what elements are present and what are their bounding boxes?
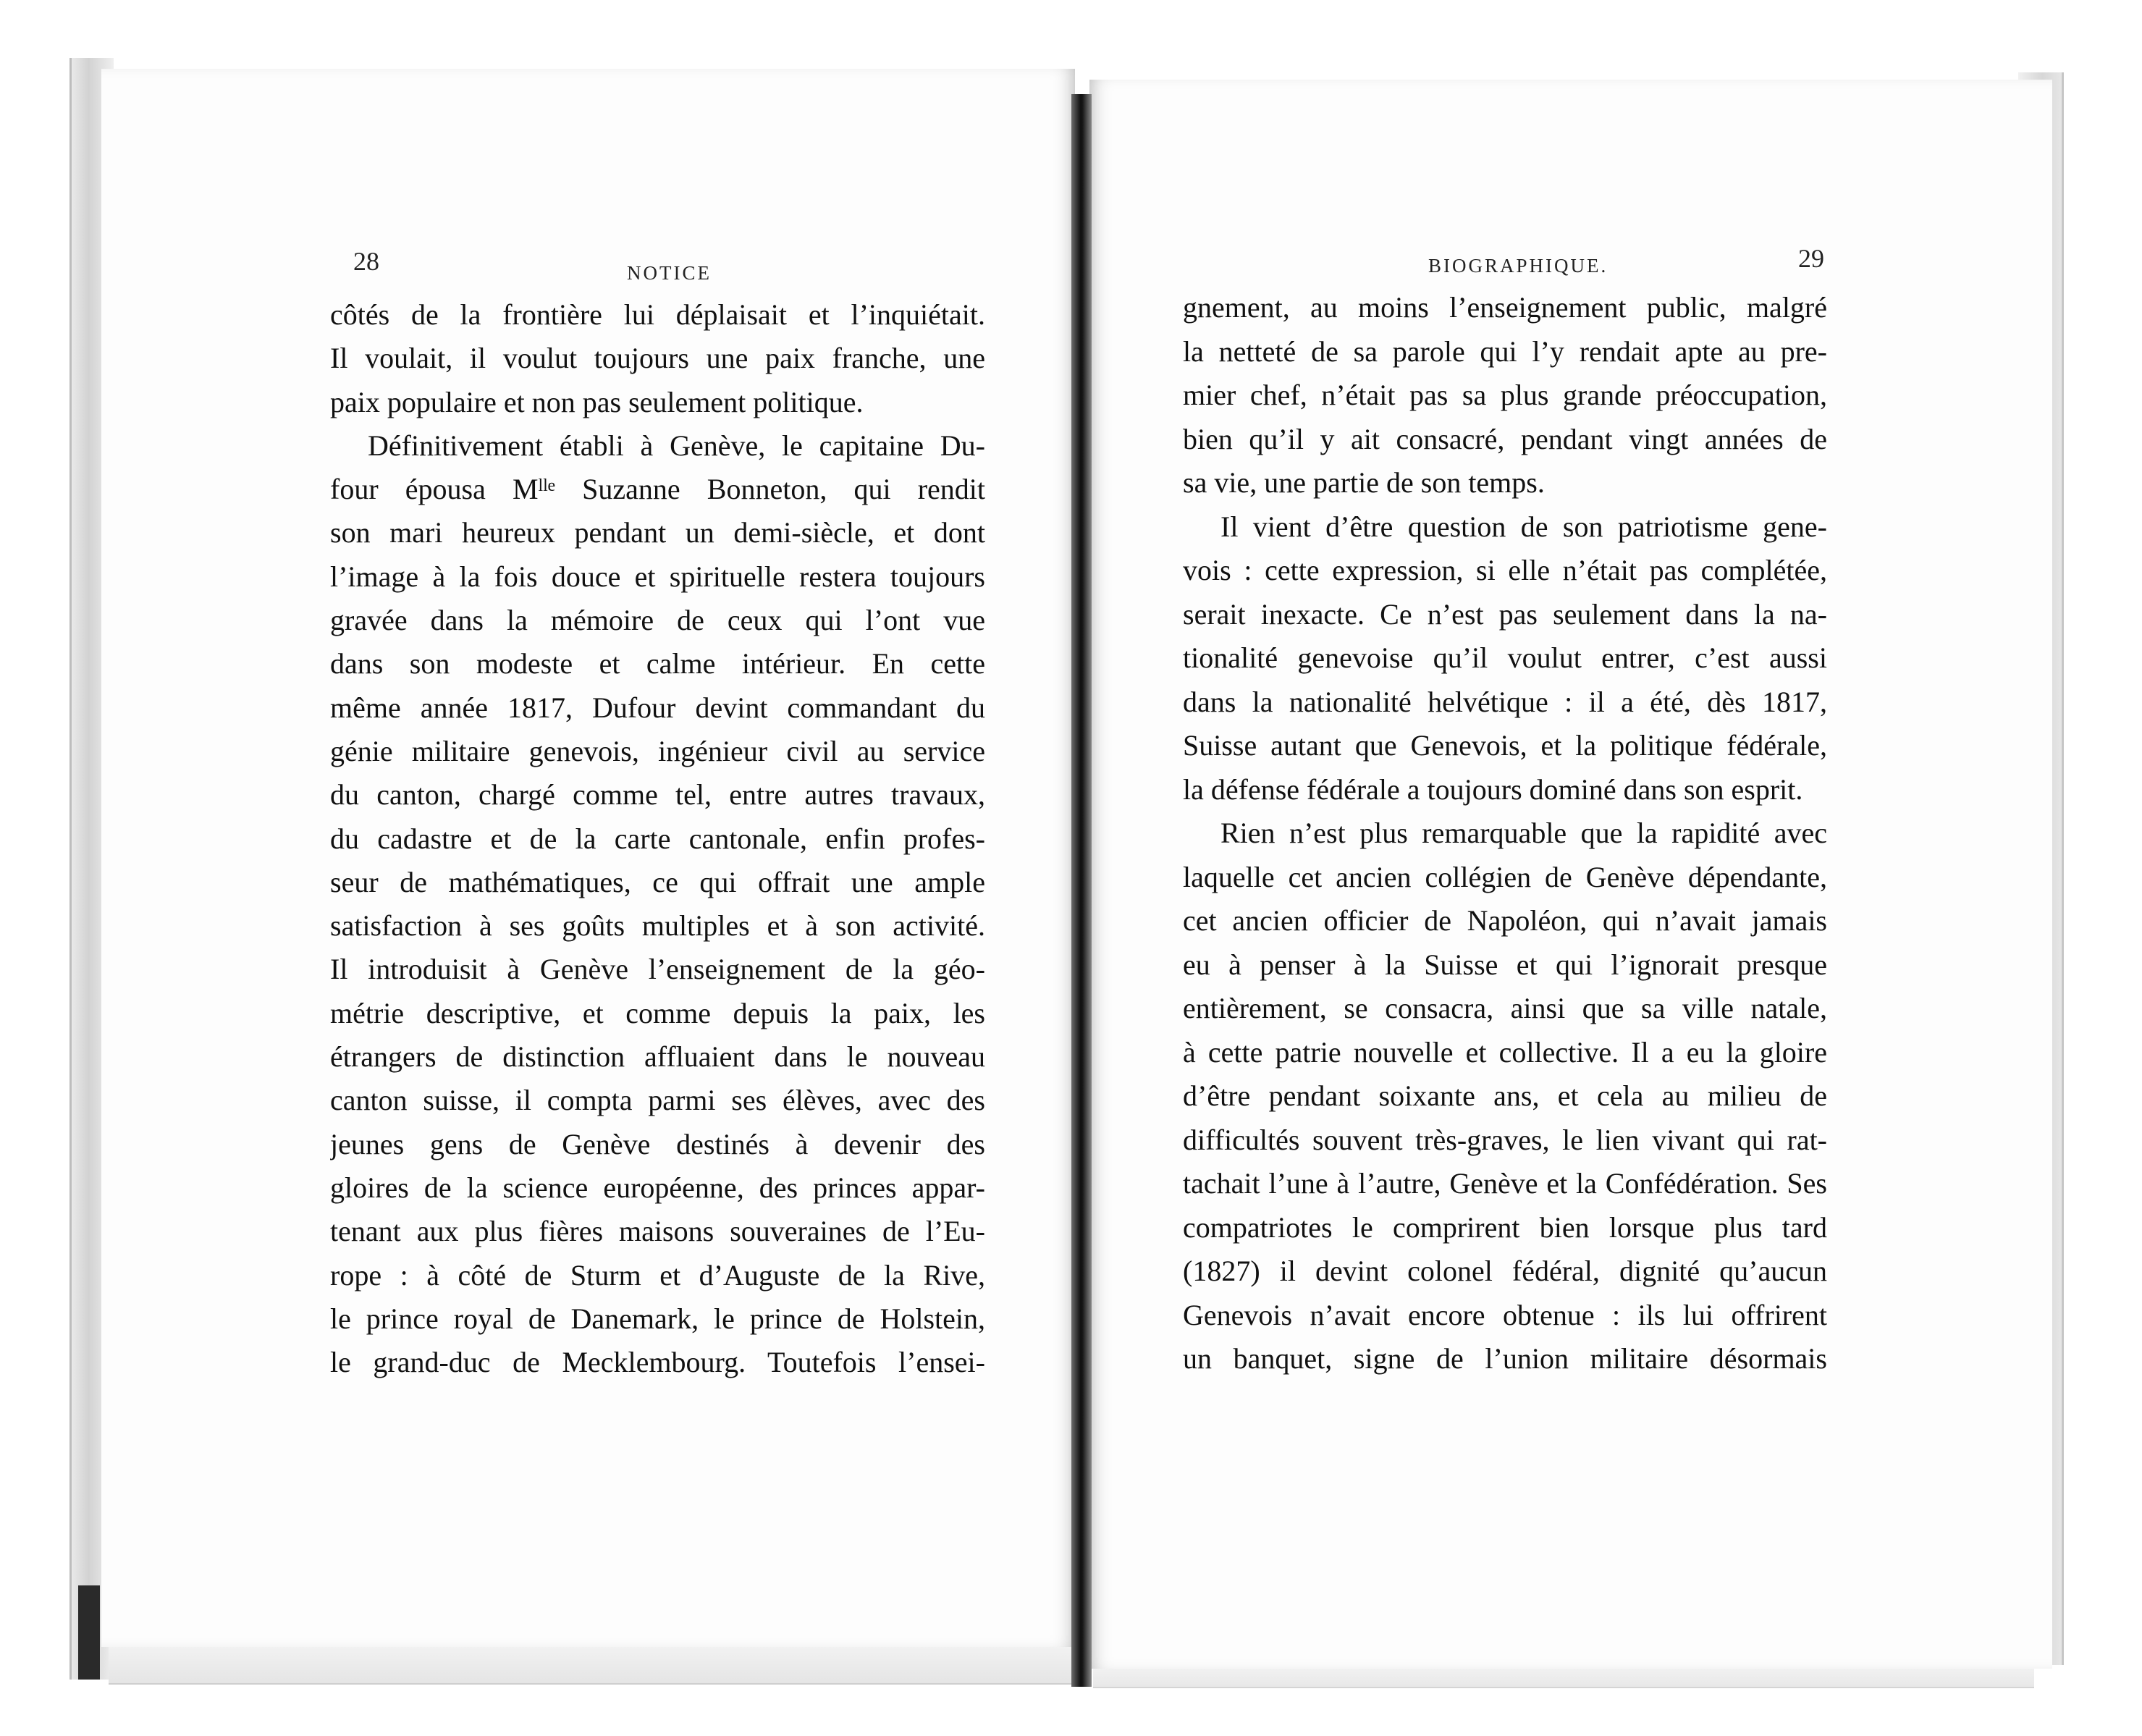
text-line: bien qu’il y ait consacré, pendant vingt années de — [1183, 422, 1827, 455]
text-line: tionalité genevoise qu’il voulut entrer, c’est aussi — [1183, 641, 1827, 674]
text-line: compatriotes le comprirent bien lorsque plus tard — [1183, 1210, 1827, 1244]
text-line: (1827) il devint colonel fédéral, dignité qu’aucun — [1183, 1255, 1827, 1287]
text-line: du canton, chargé comme tel, entre autres travaux, — [330, 778, 985, 812]
text-line: gravée dans la mémoire de ceux qui l’ont vue — [330, 604, 985, 637]
text-line: à cette patrie nouvelle et collective. Il a eu la gloire — [1183, 1035, 1827, 1069]
left-page-number: 28 — [353, 247, 379, 276]
text-line: génie militaire genevois, ingénieur civil au service — [330, 734, 985, 767]
book-gutter — [1071, 94, 1092, 1687]
text-line: Définitivement établi à Genève, le capitaine Du- — [368, 429, 985, 462]
text-line: canton suisse, il compta parmi ses élèves, avec des — [330, 1084, 985, 1117]
text-line: gnement, au moins l’enseignement public, malgré — [1183, 291, 1827, 324]
text-line: dans son modeste et calme intérieur. En cette — [330, 647, 985, 681]
text-line: four épousa Mˡˡᵉ Suzanne Bonneton, qui rendit — [330, 473, 985, 506]
text-line: Genevois n’avait encore obtenue : ils lui offrirent — [1183, 1298, 1827, 1331]
right-running-head: BIOGRAPHIQUE. — [1428, 255, 1608, 277]
text-line: jeunes gens de Genève destinés à devenir des — [330, 1127, 985, 1160]
text-line: entièrement, se consacra, ainsi que sa ville natale, — [1183, 992, 1827, 1024]
text-line: rope : à côté de Sturm et d’Auguste de la Rive, — [330, 1258, 985, 1292]
text-line: mier chef, n’était pas sa plus grande préoccupation, — [1183, 379, 1827, 411]
text-line: le prince royal de Danemark, le prince de Holstein, — [330, 1302, 985, 1335]
text-line: Il introduisit à Genève l’enseignement de la géo- — [330, 953, 985, 986]
text-line: laquelle cet ancien collégien de Genève dépendante, — [1183, 860, 1827, 893]
text-line: Rien n’est plus remarquable que la rapidité avec — [1220, 817, 1827, 849]
text-line: d’être pendant soixante ans, et cela au milieu de — [1183, 1079, 1827, 1112]
left-page-text — [330, 293, 985, 1384]
text-line: seur de mathématiques, ce qui offrait une ample — [330, 865, 985, 898]
text-line: tenant aux plus fières maisons souveraines de l’Eu- — [330, 1215, 985, 1248]
text-line: son mari heureux pendant un demi-siècle, et dont — [330, 516, 985, 549]
text-line: même année 1817, Dufour devint commandant du — [330, 691, 985, 724]
text-line: gloires de la science européenne, des princes appar- — [330, 1171, 985, 1204]
text-line: la défense fédérale a toujours dominé dans son esprit. — [1183, 772, 1803, 806]
text-line: difficultés souvent très-graves, le lien vivant qui rat- — [1183, 1123, 1827, 1156]
text-line: satisfaction à ses goûts multiples et à son activité. — [330, 909, 985, 943]
right-page-text — [1183, 286, 1827, 1381]
right-page-number: 29 — [1798, 244, 1824, 273]
text-line: un banquet, signe de l’union militaire désormais — [1183, 1342, 1827, 1375]
text-line: Suisse autant que Genevois, et la politique fédérale, — [1183, 729, 1827, 762]
text-line: le grand-duc de Mecklembourg. Toutefois l’ensei- — [330, 1346, 985, 1379]
text-line: l’image à la fois douce et spirituelle restera toujours — [330, 560, 985, 593]
text-line: dans la nationalité helvétique : il a été, dès 1817, — [1183, 685, 1827, 718]
text-line: étrangers de distinction affluaient dans le nouveau — [330, 1040, 985, 1074]
text-line: la netteté de sa parole qui l’y rendait apte au pre- — [1183, 334, 1827, 368]
text-line: eu à penser à la Suisse et qui l’ignorait presque — [1183, 948, 1827, 981]
text-line: vois : cette expression, si elle n’était pas complétée, — [1183, 554, 1827, 586]
text-line: sa vie, une partie de son temps. — [1183, 466, 1545, 499]
text-line: paix populaire et non pas seulement politique. — [330, 385, 864, 418]
book-cover-left-corner — [78, 1585, 100, 1680]
text-line: Il vient d’être question de son patriotisme gene- — [1220, 510, 1827, 543]
text-line: tachait l’une à l’autre, Genève et la Confédération. Ses — [1183, 1167, 1827, 1200]
left-running-head: NOTICE — [627, 262, 712, 284]
text-line: métrie descriptive, et comme depuis la paix, les — [330, 996, 985, 1029]
text-line: cet ancien officier de Napoléon, qui n’avait jamais — [1183, 904, 1827, 937]
text-line: Il voulait, il voulut toujours une paix franche, une — [330, 342, 985, 375]
text-line: serait inexacte. Ce n’est pas seulement dans la na- — [1183, 597, 1827, 631]
text-line: côtés de la frontière lui déplaisait et l’inquiétait. — [330, 298, 985, 331]
text-line: du cadastre et de la carte cantonale, enfin profes- — [330, 822, 985, 855]
